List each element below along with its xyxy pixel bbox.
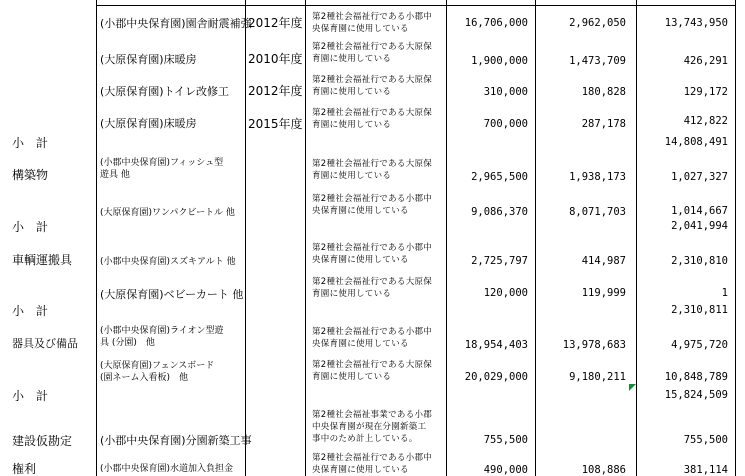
column-divider — [245, 0, 246, 476]
book-value: 13,743,950 — [664, 17, 728, 29]
book-value: 755,500 — [683, 434, 728, 446]
asset-description: (小郡中央保育園)園舎耐震補強 — [100, 17, 252, 30]
usage-note: 第2種社会福祉行である小郡中 央保育園に使用している — [312, 12, 433, 34]
book-value: 381,114 — [683, 464, 728, 476]
book-value: 412,822 — [683, 115, 728, 127]
accumulated-depreciation: 1,473,709 — [569, 55, 626, 67]
subtotal-label: 小 計 — [12, 220, 49, 234]
usage-note: 第2種社会福祉行である大原保 育園に使用している — [312, 159, 433, 181]
asset-description: (大原保育園)トイレ改修工 — [100, 85, 230, 98]
subtotal-value: 2,310,811 — [671, 304, 728, 316]
book-value: 1,014,667 — [671, 205, 728, 217]
accumulated-depreciation: 2,962,050 — [569, 17, 626, 29]
usage-note: 第2種社会福祉行である小郡中 央保育園に使用している — [312, 194, 433, 216]
accumulated-depreciation: 9,180,211 — [569, 371, 626, 383]
accumulated-depreciation: 1,938,173 — [569, 171, 626, 183]
acquisition-year: 2012年度 — [248, 84, 303, 98]
usage-note: 第2種社会福祉行である大原保 育園に使用している — [312, 277, 433, 299]
usage-note: 第2種社会福祉行である大原保 育園に使用している — [312, 75, 433, 97]
acquisition-cost: 2,725,797 — [471, 255, 528, 267]
row-divider — [96, 5, 736, 6]
accumulated-depreciation: 287,178 — [581, 118, 626, 130]
asset-description: (小郡中央保育園)ライオン型遊 具 (分園) 他 — [100, 326, 224, 348]
acquisition-cost: 490,000 — [483, 464, 528, 476]
acquisition-cost: 1,900,000 — [471, 55, 528, 67]
category-label: 器具及び備品 — [12, 337, 78, 350]
subtotal-value: 15,824,509 — [664, 389, 728, 401]
acquisition-cost: 16,706,000 — [464, 17, 528, 29]
usage-note: 第2種社会福祉行である大原保 育園に使用している — [312, 360, 433, 382]
category-label: 車輌運搬具 — [12, 253, 73, 267]
asset-description: (大原保育園)ベビーカート 他 — [100, 288, 244, 301]
acquisition-cost: 2,965,500 — [471, 171, 528, 183]
subtotal-value: 14,808,491 — [664, 136, 728, 148]
category-label: 構築物 — [12, 168, 49, 182]
asset-description: (大原保育園)ワンパクビートル 他 — [100, 208, 235, 218]
acquisition-year: 2015年度 — [248, 117, 303, 131]
book-value: 2,310,810 — [671, 255, 728, 267]
accumulated-depreciation: 13,978,683 — [562, 339, 626, 351]
acquisition-cost: 120,000 — [483, 287, 528, 299]
accumulated-depreciation: 108,886 — [581, 464, 626, 476]
category-label: 建設仮勘定 — [12, 434, 73, 448]
book-value: 4,975,720 — [671, 339, 728, 351]
accumulated-depreciation: 119,999 — [581, 287, 626, 299]
subtotal-label: 小 計 — [12, 136, 49, 150]
accumulated-depreciation: 8,071,703 — [569, 206, 626, 218]
column-divider — [305, 0, 306, 476]
subtotal-label: 小 計 — [12, 304, 49, 318]
asset-description: (小郡中央保育園)スズキアルト 他 — [100, 257, 236, 267]
book-value: 426,291 — [683, 55, 728, 67]
acquisition-cost: 20,029,000 — [464, 371, 528, 383]
book-value: 1 — [721, 287, 728, 299]
subtotal-label: 小 計 — [12, 389, 49, 403]
asset-description: (大原保育園)床暖房 — [100, 117, 197, 130]
usage-note: 第2種社会福祉行である大原保 育園に使用している — [312, 42, 433, 64]
acquisition-cost: 18,954,403 — [464, 339, 528, 351]
column-divider — [636, 0, 637, 476]
acquisition-year: 2012年度 — [248, 16, 303, 30]
category-label: 権利 — [12, 462, 37, 476]
acquisition-cost: 755,500 — [483, 434, 528, 446]
book-value: 129,172 — [683, 86, 728, 98]
asset-description: (小郡中央保育園)フィッシュ型 遊具 他 — [100, 158, 224, 180]
asset-description: (小郡中央保育園)分園新築工事 — [100, 434, 252, 447]
acquisition-cost: 700,000 — [483, 118, 528, 130]
column-divider — [446, 0, 447, 476]
subtotal-value: 2,041,994 — [671, 220, 728, 232]
accumulated-depreciation: 180,828 — [581, 86, 626, 98]
book-value: 10,848,789 — [664, 371, 728, 383]
column-divider — [535, 0, 536, 476]
usage-note: 第2種社会福祉行である小郡中 央保育園に使用している — [312, 453, 433, 475]
column-divider — [96, 0, 97, 476]
usage-note: 第2種社会福祉事業である小郡 中央保育園が現在分園新築工 事中のため計上している。 — [312, 410, 433, 444]
asset-description: (大原保育園)床暖房 — [100, 53, 197, 66]
usage-note: 第2種社会福祉行である小郡中 央保育園に使用している — [312, 327, 433, 349]
acquisition-cost: 9,086,370 — [471, 206, 528, 218]
column-divider — [735, 0, 736, 476]
usage-note: 第2種社会福祉行である小郡中 央保育園に使用している — [312, 243, 433, 265]
asset-description: (大原保育園)フェンスボード (園ネーム入看板) 他 — [100, 361, 215, 383]
accumulated-depreciation: 414,987 — [581, 255, 626, 267]
asset-description: (小郡中央保育園)水道加入負担金 — [100, 464, 234, 474]
usage-note: 第2種社会福祉行である大原保 育園に使用している — [312, 108, 433, 130]
acquisition-cost: 310,000 — [483, 86, 528, 98]
acquisition-year: 2010年度 — [248, 52, 303, 66]
book-value: 1,027,327 — [671, 171, 728, 183]
